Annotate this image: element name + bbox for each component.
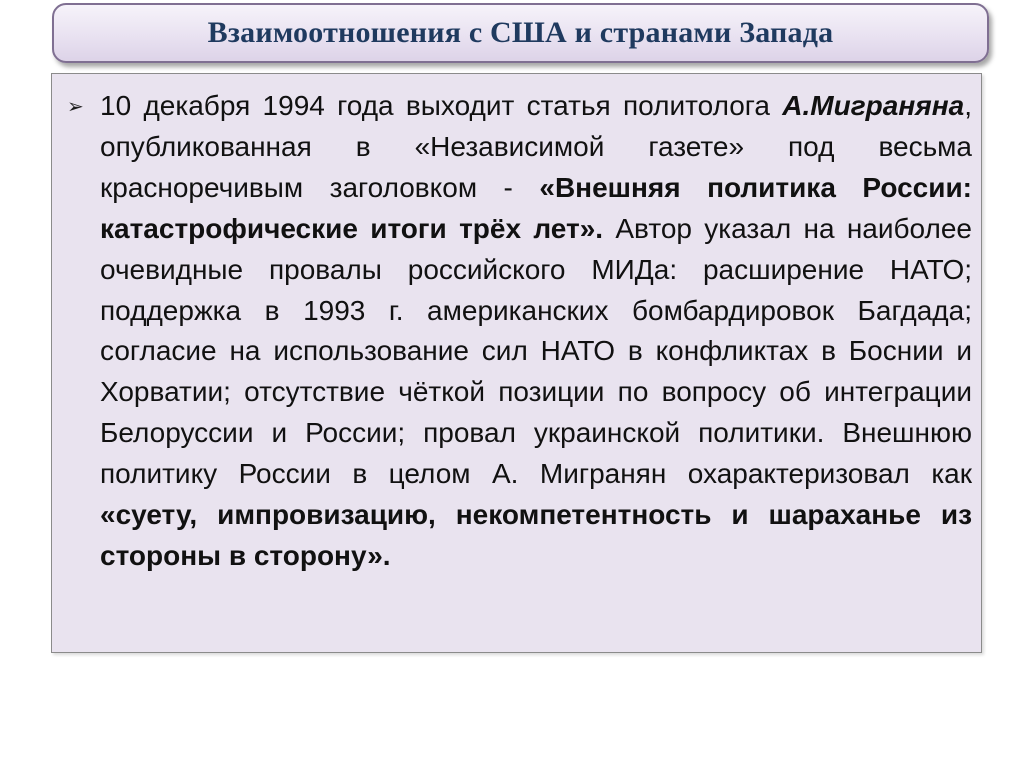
paragraph-text-2: , опубликованная в «Независимой газете» под весьма красноречивым заголовком -: [100, 90, 972, 203]
slide-title-box: [52, 3, 989, 63]
conclusion-quote: «суету, импровизацию, некомпетентность и шараханье из стороны в сторону».: [100, 499, 972, 571]
paragraph-text-1: 10 декабря 1994 года выходит статья политолога: [100, 90, 783, 121]
main-paragraph: [100, 86, 972, 577]
article-title: «Внешняя политика России: катастрофические итоги трёх лет».: [100, 171, 972, 244]
paragraph-text-3: Автор указал на наиболее очевидные провалы российского МИДа: расширение НАТО; поддержка в 1993 г. американских бомбардировок Багдада; согласие на использование сил НАТО в конфликтах в Боснии и Хорватии; отсутствие чёткой позиции по вопросу об интеграции Белоруссии и России; провал украинской политики. Внешнюю политику России в целом А. Мигранян охарактеризовал как: [100, 212, 972, 490]
author-name: А.Миграняна: [782, 90, 965, 121]
arrow-right-icon: ➢: [67, 94, 84, 118]
slide-title: Взаимоотношения с США и странами Запада: [207, 16, 834, 49]
